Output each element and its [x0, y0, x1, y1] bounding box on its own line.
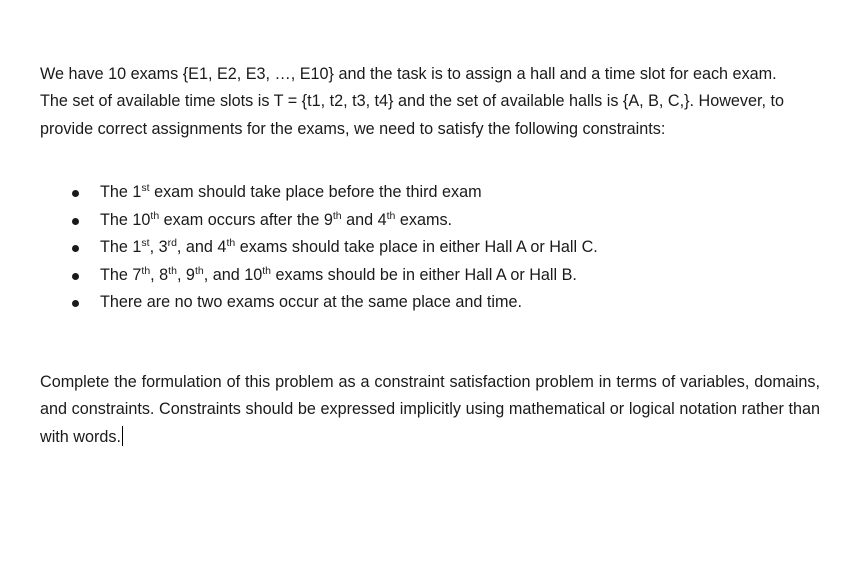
bullet-icon [72, 190, 79, 197]
bullet-icon [72, 273, 79, 280]
bullet-icon [72, 300, 79, 307]
closing-text: Complete the formulation of this problem as a constraint satisfaction problem in terms of variables, domains, and constraints. Constraints should be expressed implicitly using mathematical or logical notation rather than with words. [40, 373, 820, 446]
bullet-icon [72, 245, 79, 252]
closing-paragraph[interactable] [40, 369, 820, 451]
text-cursor [122, 426, 123, 446]
constraints-list [40, 179, 820, 317]
intro-paragraph: We have 10 exams {E1, E2, E3, …, E10} and the task is to assign a hall and a time slot for each exam. The set of available time slots is T = {t1, t2, t3, t4} and the set of available halls is {A, B, C,}. However, to provide correct assignments for the exams, we need to satisfy the following constraints: [40, 65, 784, 138]
list-item: There are no two exams occur at the same place and time. [40, 289, 820, 317]
bullet-icon [72, 218, 79, 225]
list-item: The 10th exam occurs after the 9th and 4th exams. [40, 207, 820, 235]
list-item: The 1st, 3rd, and 4th exams should take place in either Hall A or Hall C. [40, 234, 820, 262]
list-item: The 1st exam should take place before the third exam [40, 179, 820, 207]
list-item: The 7th, 8th, 9th, and 10th exams should be in either Hall A or Hall B. [40, 262, 820, 290]
